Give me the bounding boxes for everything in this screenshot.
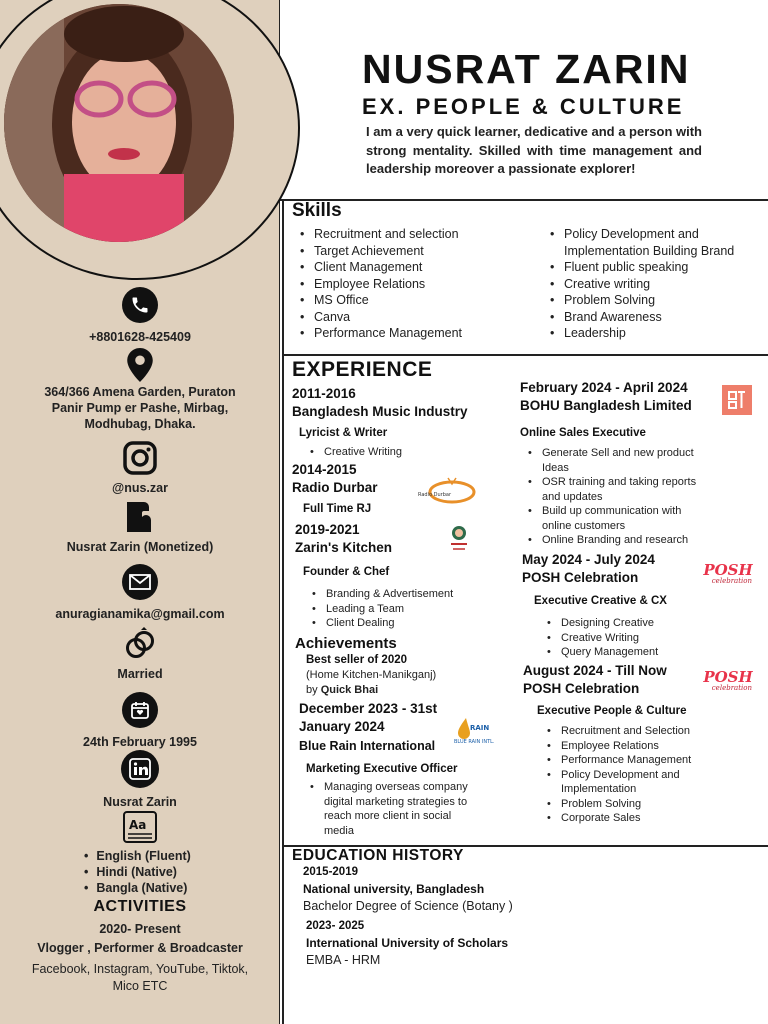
exp-items bbox=[312, 587, 453, 631]
edu-period: 2015-2019 bbox=[303, 866, 358, 878]
edu-degree: Bachelor Degree of Science (Botany ) bbox=[303, 899, 513, 913]
posh-logo bbox=[704, 667, 752, 695]
list-item: • Online Branding and research bbox=[528, 533, 696, 548]
achievements-title: Achievements bbox=[295, 635, 397, 652]
list-item: • Employee Relations bbox=[547, 739, 691, 754]
list-item-text: OSR training and taking reports bbox=[542, 476, 697, 488]
edu-degree: EMBA - HRM bbox=[306, 953, 381, 967]
exp-org: POSH Celebration bbox=[523, 681, 640, 696]
list-item: • Employee Relations bbox=[300, 276, 462, 293]
exp-role: Lyricist & Writer bbox=[299, 427, 388, 439]
list-item-text: Implementation bbox=[561, 783, 637, 795]
exp-role: Marketing Executive Officer bbox=[306, 763, 458, 775]
exp-org: Radio Durbar bbox=[292, 480, 378, 495]
exp-role: Founder & Chef bbox=[303, 566, 390, 578]
exp-org: POSH Celebration bbox=[522, 570, 639, 585]
exp-role: Executive People & Culture bbox=[537, 705, 687, 717]
list-item: • Bangla (Native) bbox=[84, 880, 191, 896]
contact-facebook bbox=[0, 500, 280, 555]
list-item-text: Managing overseas company bbox=[324, 781, 468, 793]
blue-rain-logo bbox=[452, 716, 500, 746]
list-item: • Corporate Sales bbox=[547, 811, 691, 826]
list-item: • Client Dealing bbox=[312, 616, 453, 631]
edu-school: National university, Bangladesh bbox=[303, 882, 485, 896]
svg-text:RAIN: RAIN bbox=[470, 724, 490, 732]
language-list bbox=[84, 848, 191, 896]
list-item: • Branding & Advertisement bbox=[312, 587, 453, 602]
facebook-icon bbox=[123, 500, 157, 534]
list-item-text: Policy Development and bbox=[561, 768, 680, 781]
calendar-icon bbox=[122, 692, 158, 728]
divider bbox=[280, 199, 768, 201]
list-item-text: reach more client in social bbox=[324, 810, 452, 822]
skills-list-right bbox=[550, 226, 734, 342]
contact-linkedin bbox=[0, 750, 280, 810]
svg-text:BLUE RAIN INTL.: BLUE RAIN INTL. bbox=[454, 739, 495, 745]
summary-text: I am a very quick learner, dedicative and a person with strong mentality. Skilled with time management and leadership moreover a passionate explorer! bbox=[366, 124, 702, 176]
exp-period: February 2024 - April 2024 bbox=[520, 380, 688, 395]
posh-logo-sub: celebration bbox=[711, 577, 752, 585]
activities-platforms: Mico ETC bbox=[112, 979, 168, 993]
email-address: anuragianamika@gmail.com bbox=[55, 607, 225, 621]
achievement-text bbox=[306, 684, 378, 696]
svg-text:Aa: Aa bbox=[129, 818, 147, 832]
linkedin-name: Nusrat Zarin bbox=[103, 795, 177, 809]
instagram-handle: @nus.zar bbox=[112, 481, 168, 495]
phone-number: +8801628-425409 bbox=[89, 330, 191, 344]
edu-school: International University of Scholars bbox=[306, 936, 509, 950]
exp-role: Executive Creative & CX bbox=[534, 595, 667, 607]
bohu-logo bbox=[722, 385, 752, 415]
contact-marital bbox=[0, 626, 280, 682]
list-item-text: Policy Development and bbox=[564, 227, 699, 241]
address-line: Panir Pump er Pashe, Mirbag, bbox=[51, 401, 229, 415]
exp-org: BOHU Bangladesh Limited bbox=[520, 398, 692, 413]
activities-platforms: Facebook, Instagram, YouTube, Tiktok, bbox=[31, 962, 249, 976]
experience-title: EXPERIENCE bbox=[292, 358, 433, 381]
exp-org: Bangladesh Music Industry bbox=[292, 404, 468, 419]
facebook-name: Nusrat Zarin (Monetized) bbox=[66, 540, 214, 554]
divider bbox=[283, 354, 768, 356]
list-item bbox=[310, 780, 468, 838]
list-item: • Recruitment and Selection bbox=[547, 724, 691, 739]
job-title: EX. PEOPLE & CULTURE bbox=[362, 94, 685, 119]
svg-text:Radio Durbar: Radio Durbar bbox=[418, 492, 452, 498]
exp-org: Zarin's Kitchen bbox=[295, 540, 392, 555]
page-title: NUSRAT ZARIN bbox=[362, 46, 691, 92]
list-item: • Recruitment and selection bbox=[300, 226, 462, 243]
exp-org: Blue Rain International bbox=[299, 739, 436, 753]
phone-icon bbox=[122, 287, 158, 323]
location-pin-icon bbox=[127, 348, 153, 382]
list-item-text: media bbox=[324, 824, 354, 837]
list-item-text: Ideas bbox=[542, 461, 569, 474]
linkedin-icon bbox=[121, 750, 159, 788]
posh-logo-sub: celebration bbox=[711, 684, 752, 692]
exp-items bbox=[528, 446, 696, 548]
list-item: • Hindi (Native) bbox=[84, 864, 191, 880]
instagram-icon bbox=[123, 441, 157, 475]
contact-birthday bbox=[0, 692, 280, 750]
address-line: Modhubag, Dhaka. bbox=[84, 417, 196, 431]
zarins-kitchen-logo bbox=[448, 524, 470, 552]
list-item: • Canva bbox=[300, 309, 462, 326]
divider bbox=[282, 199, 284, 1024]
exp-period: 2019-2021 bbox=[295, 522, 360, 537]
list-item: • Client Management bbox=[300, 259, 462, 276]
contact-phone bbox=[0, 287, 280, 345]
exp-period: December 2023 - 31st bbox=[299, 701, 438, 716]
list-item: • Leading a Team bbox=[312, 602, 453, 617]
list-item-text: Implementation Building Brand bbox=[564, 243, 735, 258]
language-icon bbox=[122, 810, 158, 844]
posh-logo-text: POSH bbox=[703, 668, 753, 686]
exp-items bbox=[310, 780, 468, 838]
exp-period: January 2024 bbox=[299, 719, 385, 734]
birth-date: 24th February 1995 bbox=[83, 735, 197, 749]
contact-address bbox=[0, 346, 280, 432]
profile-photo bbox=[4, 4, 234, 242]
education-title: EDUCATION HISTORY bbox=[292, 847, 464, 864]
achievement-name: Quick Bhai bbox=[320, 684, 379, 696]
list-item: • Designing Creative bbox=[547, 616, 658, 631]
skills-list-left bbox=[300, 226, 462, 342]
posh-logo bbox=[704, 560, 752, 588]
marital-status: Married bbox=[117, 667, 163, 681]
exp-period: 2011-2016 bbox=[292, 386, 356, 401]
list-item-text: Generate Sell and new product bbox=[542, 447, 694, 459]
list-item: • Leadership bbox=[550, 325, 734, 342]
list-item bbox=[528, 446, 696, 475]
list-item: • Fluent public speaking bbox=[550, 259, 734, 276]
contact-instagram bbox=[0, 440, 280, 496]
contact-email bbox=[0, 564, 280, 622]
address-line: 364/366 Amena Garden, Puraton bbox=[44, 385, 236, 399]
list-item-text: online customers bbox=[542, 519, 626, 532]
achievement-text: (Home Kitchen-Manikganj) bbox=[306, 669, 437, 681]
list-item: • Performance Management bbox=[300, 325, 462, 342]
exp-items bbox=[310, 445, 402, 460]
exp-period: August 2024 - Till Now bbox=[523, 663, 667, 678]
list-item-text: Build up communication with bbox=[542, 505, 682, 517]
list-item: • Creative Writing bbox=[547, 631, 658, 646]
list-item bbox=[528, 504, 696, 533]
mail-icon bbox=[122, 564, 158, 600]
exp-period: May 2024 - July 2024 bbox=[522, 552, 655, 567]
list-item: • Creative Writing bbox=[310, 445, 402, 460]
list-item: • Performance Management bbox=[547, 753, 691, 768]
rings-icon bbox=[125, 627, 155, 661]
exp-period: 2014-2015 bbox=[292, 462, 357, 477]
list-item: • Brand Awareness bbox=[550, 309, 734, 326]
exp-items bbox=[547, 724, 691, 826]
edu-period: 2023- 2025 bbox=[306, 920, 365, 932]
activities-title: ACTIVITIES bbox=[93, 898, 187, 915]
list-item: • Problem Solving bbox=[547, 797, 691, 812]
radio-durbar-logo bbox=[414, 474, 478, 506]
posh-logo-text: POSH bbox=[703, 561, 753, 579]
list-item: • Query Management bbox=[547, 645, 658, 660]
list-item: • MS Office bbox=[300, 292, 462, 309]
list-item bbox=[550, 226, 734, 259]
list-item: • Target Achievement bbox=[300, 243, 462, 260]
list-item: • Problem Solving bbox=[550, 292, 734, 309]
list-item-text: digital marketing strategies to bbox=[324, 795, 468, 808]
achievement-text: Best seller of 2020 bbox=[306, 654, 408, 666]
list-item bbox=[528, 475, 696, 504]
activities-period: 2020- Present bbox=[99, 922, 181, 936]
activities-roles: Vlogger , Performer & Broadcaster bbox=[37, 941, 243, 955]
list-item: • Creative writing bbox=[550, 276, 734, 293]
achievement-prefix: by bbox=[306, 684, 321, 696]
exp-role: Full Time RJ bbox=[303, 503, 372, 515]
list-item: • English (Fluent) bbox=[84, 848, 191, 864]
list-item bbox=[547, 768, 691, 797]
exp-role: Online Sales Executive bbox=[520, 427, 646, 439]
list-item-text: and updates bbox=[542, 490, 603, 503]
exp-items bbox=[547, 616, 658, 660]
skills-title: Skills bbox=[292, 200, 342, 221]
